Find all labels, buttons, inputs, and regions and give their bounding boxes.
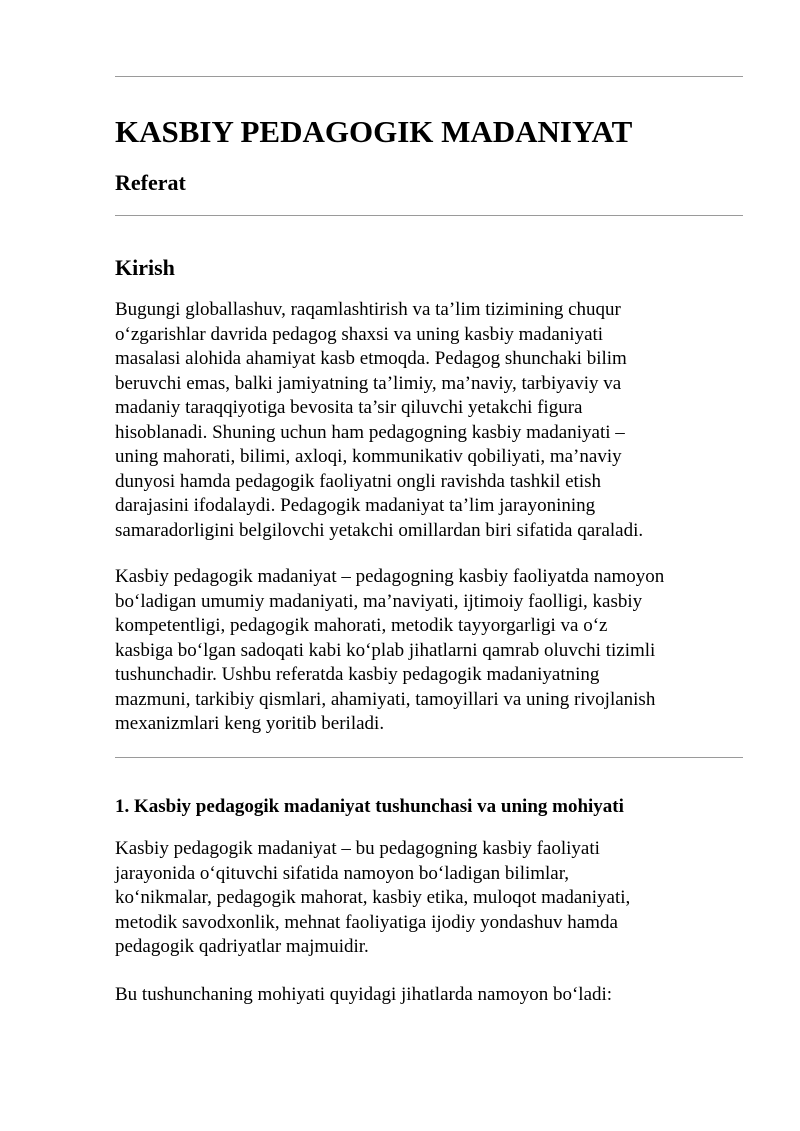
document-subtitle: Referat: [115, 170, 186, 195]
text-line: ko‘nikmalar, pedagogik mahorat, kasbiy etika, muloqot madaniyati,: [115, 887, 631, 908]
intro-heading: Kirish: [115, 255, 175, 280]
text-line: madaniy taraqqiyotiga bevosita ta’sir qiluvchi yetakchi figura: [115, 397, 583, 418]
text-line: pedagogik qadriyatlar majmuidir.: [115, 936, 369, 957]
document-title: KASBIY PEDAGOGIK MADANIYAT: [115, 114, 633, 149]
text-line: uning mahorati, bilimi, axloqi, kommunikativ qobiliyati, ma’naviy: [115, 446, 622, 467]
section-1-heading: 1. Kasbiy pedagogik madaniyat tushunchasi va uning mohiyati: [115, 796, 624, 817]
text-line: kasbiga bo‘lgan sadoqati kabi ko‘plab jihatlarni qamrab oluvchi tizimli: [115, 639, 656, 661]
text-line: Kasbiy pedagogik madaniyat – bu pedagogning kasbiy faoliyati: [115, 838, 600, 859]
text-line: Bu tushunchaning mohiyati quyidagi jihatlarda namoyon bo‘ladi:: [115, 984, 613, 1005]
intro-paragraph-2: [115, 565, 664, 737]
section-1-paragraph-1: [115, 837, 630, 960]
section-divider: [115, 757, 743, 758]
text-line: kompetentligi, pedagogik mahorati, metodik tayyorgarligi va o‘z: [115, 615, 608, 636]
intro-paragraph-1: [115, 298, 643, 543]
text-line: darajasini ifodalaydi. Pedagogik madaniyat ta’lim jarayonining: [115, 495, 596, 516]
text-line: dunyosi hamda pedagogik faoliyatni ongli ravishda tashkil etish: [115, 470, 601, 492]
text-line: Kasbiy pedagogik madaniyat – pedagogning kasbiy faoliyatda namoyon: [115, 566, 665, 587]
text-line: samaradorligini belgilovchi yetakchi omillardan biri sifatida qaraladi.: [115, 519, 644, 541]
top-divider: [115, 76, 743, 77]
text-line: Bugungi globallashuv, raqamlashtirish va ta’lim tizimining chuqur: [115, 299, 621, 320]
text-line: tushunchadir. Ushbu referatda kasbiy pedagogik madaniyatning: [115, 664, 600, 685]
text-line: mazmuni, tarkibiy qismlari, ahamiyati, tamoyillari va uning rivojlanish: [115, 688, 656, 710]
text-line: masalasi alohida ahamiyat kasb etmoqda. Pedagog shunchaki bilim: [115, 348, 627, 369]
text-line: metodik savodxonlik, mehnat faoliyatiga ijodiy yondashuv hamda: [115, 911, 618, 933]
title-divider: [115, 215, 743, 216]
text-line: hisoblanadi. Shuning uchun ham pedagogning kasbiy madaniyati –: [115, 421, 625, 443]
section-1-paragraph-2: [115, 983, 612, 1008]
text-line: bo‘ladigan umumiy madaniyati, ma’naviyati, ijtimoiy faolligi, kasbiy: [115, 590, 643, 612]
text-line: mexanizmlari keng yoritib beriladi.: [115, 713, 385, 734]
text-line: jarayonida o‘qituvchi sifatida namoyon bo‘ladigan bilimlar,: [115, 862, 570, 884]
text-line: o‘zgarishlar davrida pedagog shaxsi va uning kasbiy madaniyati: [115, 323, 604, 345]
text-line: beruvchi emas, balki jamiyatning ta’limiy, ma’naviy, tarbiyaviy va: [115, 372, 622, 394]
